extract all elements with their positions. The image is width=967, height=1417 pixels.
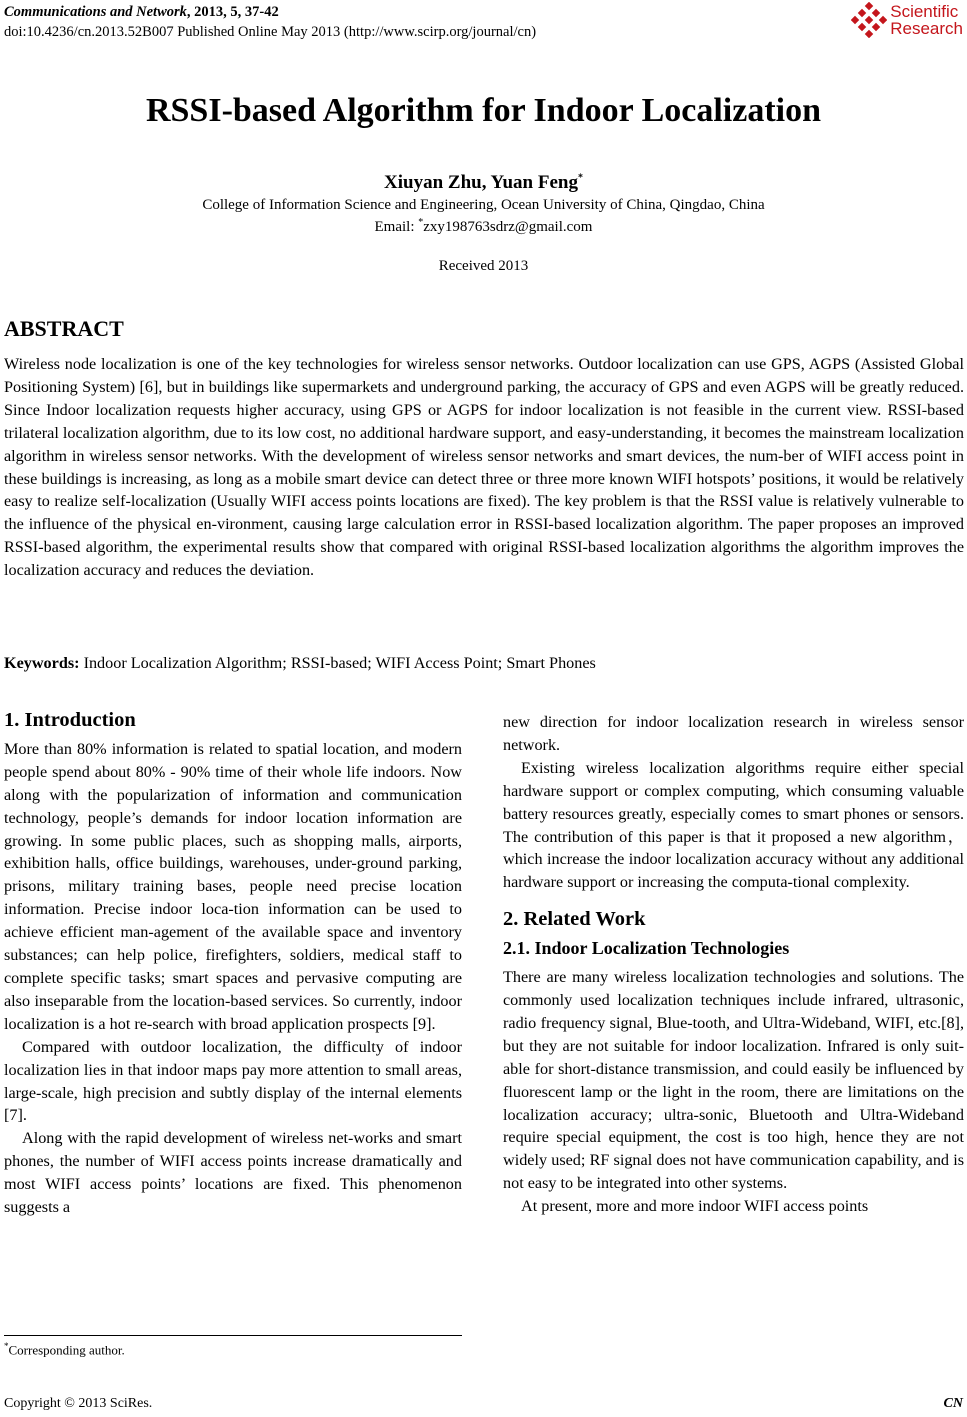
footnote (4, 1341, 125, 1358)
authors (0, 172, 967, 194)
logo-line-1: Scientific (890, 2, 959, 21)
intro-paragraph-1: More than 80% information is related to spatial location, and modern people spend about 80% - 90% time of their whole life indoors. Now along with the popularization of information and communication technology, people’s demands for indoor location information are growing. In some public places, such as shopping malls, airports, exhibition halls, office buildings, warehouses, under-ground parking, prisons, military training bases, people need precise location information. Precise indoor loca-tion information can be used to achieve efficient man-agement of the available space and inventory substances; can help police, firefighters, soldiers, medical staff to complete specific tasks; smart spaces and pervasive computing are also inseparable from the location-based services. So currently, indoor localization is a hot re-search with broad application prospects [9]. (4, 739, 462, 1033)
intro-paragraph-2: Compared with outdoor localization, the difficulty of indoor localization lies in that indoor maps pay more attention to small areas, large-scale, high precision and subtly display of the internal elements [7]. (4, 1037, 462, 1125)
footnote-divider (4, 1335, 462, 1336)
keywords-text: Indoor Localization Algorithm; RSSI-based; WIFI Access Point; Smart Phones (79, 654, 596, 672)
copyright-footer: Copyright © 2013 SciRes. (4, 1396, 153, 1411)
journal-name: Communications and Network (4, 4, 187, 20)
related-paragraph-2: At present, more and more indoor WIFI access points (521, 1197, 869, 1216)
intro-paragraph-5: Existing wireless localization algorithms require either special hardware support or complex computing, which consuming valuable battery resources greatly, especially comes to smart phones or sensors. The contribution of this paper is that it proposed a new algorithm，which increase the indoor localization accuracy without any additional hardware support or increasing the computa-tional complexity. (503, 758, 964, 892)
intro-paragraph-4: new direction for indoor localization research in wireless sensor network. (503, 713, 964, 754)
email-label: Email: (374, 219, 419, 235)
abstract-heading: ABSTRACT (4, 316, 124, 341)
paper-title: RSSI-based Algorithm for Indoor Localization (145, 92, 822, 129)
logo-line-2: Research (890, 19, 963, 38)
journal-abbreviation: CN (943, 1396, 963, 1411)
footnote-mark: * (4, 1341, 9, 1351)
email-line (0, 217, 967, 236)
email-mark: * (418, 217, 424, 228)
subsection-heading: 2.1. Indoor Localization Technologies (503, 938, 790, 959)
scientific-research-logo-icon (851, 2, 887, 38)
footnote-text: Corresponding author. (8, 1342, 125, 1358)
running-header (4, 2, 536, 42)
author-mark: * (577, 172, 583, 184)
section-heading-introduction: 1. Introduction (4, 709, 136, 731)
keywords (4, 654, 596, 673)
author-names: Xiuyan Zhu, Yuan Feng (384, 172, 578, 193)
section-heading-related-work: 2. Related Work (503, 908, 646, 931)
email-address[interactable]: zxy198763sdrz@gmail.com (423, 219, 593, 235)
affiliation: College of Information Science and Engineering, Ocean University of China, Qingdao, China (202, 197, 765, 213)
keywords-label: Keywords: (4, 654, 80, 672)
related-paragraph-1: There are many wireless localization technologies and solutions. The commonly used localization techniques include infrared, ultrasonic, radio frequency signal, Blue-tooth, and Ultra-Wideband, WIFI, etc.[8], but they are not suitable for indoor localization. Infrared is only suit-able for short-distance transmission, and could easily be influenced by fluorescent lamp or the light in the room, there are limitations on the localization accuracy; ultra-sonic, Bluetooth and Ultra-Wideband require special equipment, the cost is too high, hence they are not widely used; RF signal does not have communication capability, and is not easy to be integrated into other systems. (503, 968, 964, 1193)
abstract-text: Wireless node localization is one of the key technologies for wireless sensor networks. Outdoor localization can use GPS, AGPS (Assisted Global Positioning System) [6], but in buildings like supermarkets and underground parking, the accuracy of GPS and even AGPS will be greatly reduced. Since Indoor localization requests higher accuracy, using GPS or AGPS for indoor localization is not feasible in the current view. RSSI-based trilateral localization algorithm, due to its low cost, no additional hardware support, and easy-understanding, it becomes the mainstream localization algorithm in wireless sensor networks. With the development of wireless sensor networks and smart devices, the num-ber of WIFI access point in these buildings is increasing, as long as a mobile smart device can detect three or three more known WIFI hotspots’ positions, it would be relatively easy to realize self-localization (Usually WIFI access points locations are fixed). The key problem is that the RSSI value is relatively vulnerable to the influence of the physical en-vironment, causing large calculation error in RSSI-based localization algorithm. The paper proposes an improved RSSI-based algorithm, the experimental results show that compared with original RSSI-based localization algorithms the algorithm improves the localization accuracy and reduces the deviation. (4, 355, 964, 580)
right-column (503, 711, 964, 1218)
received-date: Received 2013 (438, 258, 529, 274)
publisher-logo (851, 2, 963, 38)
intro-paragraph-3: Along with the rapid development of wireless net-works and smart phones, the number of WIFI access points increase dramatically and most WIFI access points’ locations are fixed. This phenomenon suggests a (4, 1129, 462, 1217)
doi-line: doi:10.4236/cn.2013.52B007 Published Online May 2013 (http://www.scirp.org/journal/cn) (4, 24, 537, 40)
journal-issue: , 2013, 5, 37-42 (186, 4, 279, 20)
left-column (4, 709, 462, 1219)
